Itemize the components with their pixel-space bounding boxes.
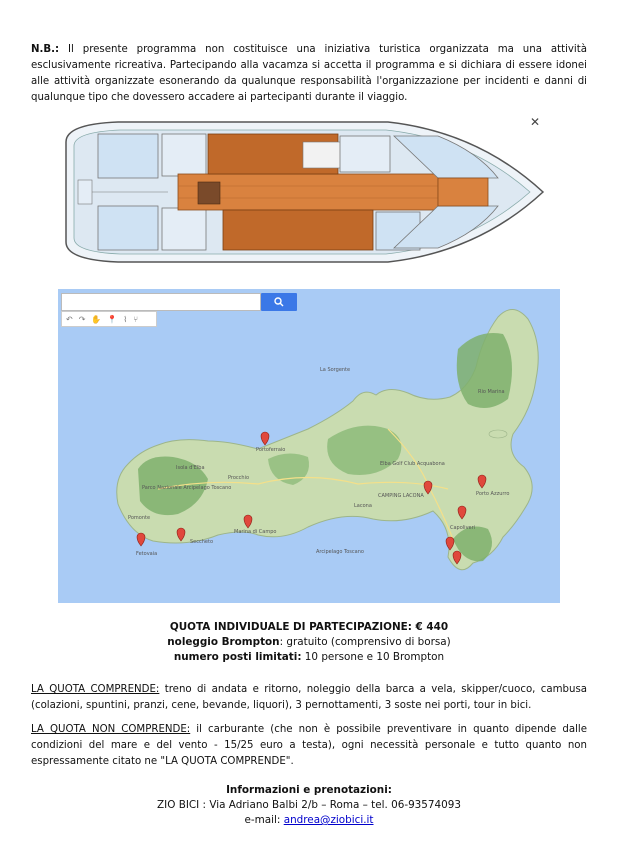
posti-label: numero posti limitati: bbox=[173, 651, 302, 663]
quota-title: QUOTA INDIVIDUALE DI PARTECIPAZIONE: € 440 bbox=[169, 621, 449, 633]
map-place-label: Elba Golf Club Acquabona bbox=[380, 461, 445, 467]
map-place-label: Parco Nazionale Arcipelago Toscano bbox=[142, 485, 232, 491]
noleggio-line bbox=[0, 635, 618, 650]
non-comprende-text: il carburante (che non è possibile preventivare in quanto dipende dalle condizioni del mare e del vento - 15/25 euro a testa), ogni necessità personale e tutto quanto non espressamente citato ne "LA QUOTA COMPRENDE". bbox=[31, 724, 587, 767]
disclaimer-text: Il presente programma non costituisce una iniziativa turistica organizzata ma una attività esclusivamente ricreativa. Partecipando alla vacamza si accetta il programma e si dichiara di essere idonei alle attività organizzate esonerando da qualunque responsabilità l'organizzazione per incidenti e danni di qualunque tipo che dovessero accadere ai partecipanti durante il viaggio. bbox=[31, 44, 587, 103]
posti-line bbox=[0, 650, 618, 665]
map-place-label: Porto Azzurro bbox=[476, 491, 510, 497]
search-icon bbox=[261, 293, 297, 311]
non-comprende-paragraph bbox=[31, 722, 587, 770]
noleggio-text: : gratuito (comprensivo di borsa) bbox=[279, 636, 451, 648]
map-place-label: CAMPING LACONA bbox=[378, 493, 424, 499]
marker-icon[interactable]: 📍 bbox=[107, 314, 118, 324]
map-search-input[interactable] bbox=[61, 293, 261, 311]
map-place-label: Capoliveri bbox=[450, 525, 476, 531]
line-icon[interactable]: ⌇ bbox=[123, 314, 128, 324]
close-icon[interactable]: ✕ bbox=[530, 115, 541, 129]
redo-icon[interactable]: ↷ bbox=[78, 314, 86, 324]
email-link[interactable]: andrea@ziobici.it bbox=[283, 814, 374, 826]
map-place-label: Marina di Campo bbox=[234, 529, 277, 535]
non-comprende-label: LA QUOTA NON COMPRENDE: bbox=[31, 724, 191, 735]
disclaimer-label: N.B.: bbox=[31, 44, 60, 55]
info-email-line bbox=[0, 813, 618, 828]
map-drawing bbox=[58, 289, 560, 603]
map-place-label: Pomonte bbox=[128, 515, 151, 521]
map-place-label: Rio Marina bbox=[478, 389, 505, 395]
map-place-label: La Sorgente bbox=[320, 367, 351, 373]
boat-plan-drawing bbox=[58, 112, 548, 272]
map-place-label: Arcipelago Toscano bbox=[316, 549, 364, 555]
map-search-button[interactable] bbox=[261, 293, 297, 311]
map-toolbar[interactable] bbox=[61, 311, 157, 327]
elba-map[interactable] bbox=[58, 289, 560, 603]
map-place-label: Seccheto bbox=[190, 539, 214, 545]
posti-text: 10 persone e 10 Brompton bbox=[301, 651, 445, 663]
map-place-label: Isola d'Elba bbox=[176, 465, 205, 471]
map-place-label: Portoferraio bbox=[256, 447, 286, 453]
noleggio-label: noleggio Brompton bbox=[167, 636, 280, 648]
info-address: ZIO BICI : Via Adriano Balbi 2/b – Roma – tel. 06-93574093 bbox=[157, 799, 461, 811]
map-place-label: Fetovaia bbox=[136, 551, 158, 557]
boat-deck-plan bbox=[58, 112, 548, 272]
map-place-label: Lacona bbox=[354, 503, 372, 509]
route-icon[interactable]: ⑂ bbox=[133, 314, 139, 324]
map-place-label: Procchio bbox=[228, 475, 250, 481]
comprende-paragraph bbox=[31, 682, 587, 714]
email-label: e-mail: bbox=[244, 814, 284, 826]
info-title: Informazioni e prenotazioni: bbox=[226, 784, 392, 796]
undo-icon[interactable]: ↶ bbox=[66, 314, 73, 324]
comprende-label: LA QUOTA COMPRENDE: bbox=[31, 684, 160, 695]
comprende-text: treno di andata e ritorno, noleggio della barca a vela, skipper/cuoco, cambusa (colazioni, spuntini, pranzi, cene, bevande, liquori), 3 pernottamenti, 3 soste nei porti, tour in bici. bbox=[31, 684, 587, 711]
hand-icon[interactable]: ✋ bbox=[91, 314, 102, 324]
disclaimer-paragraph bbox=[31, 42, 587, 106]
